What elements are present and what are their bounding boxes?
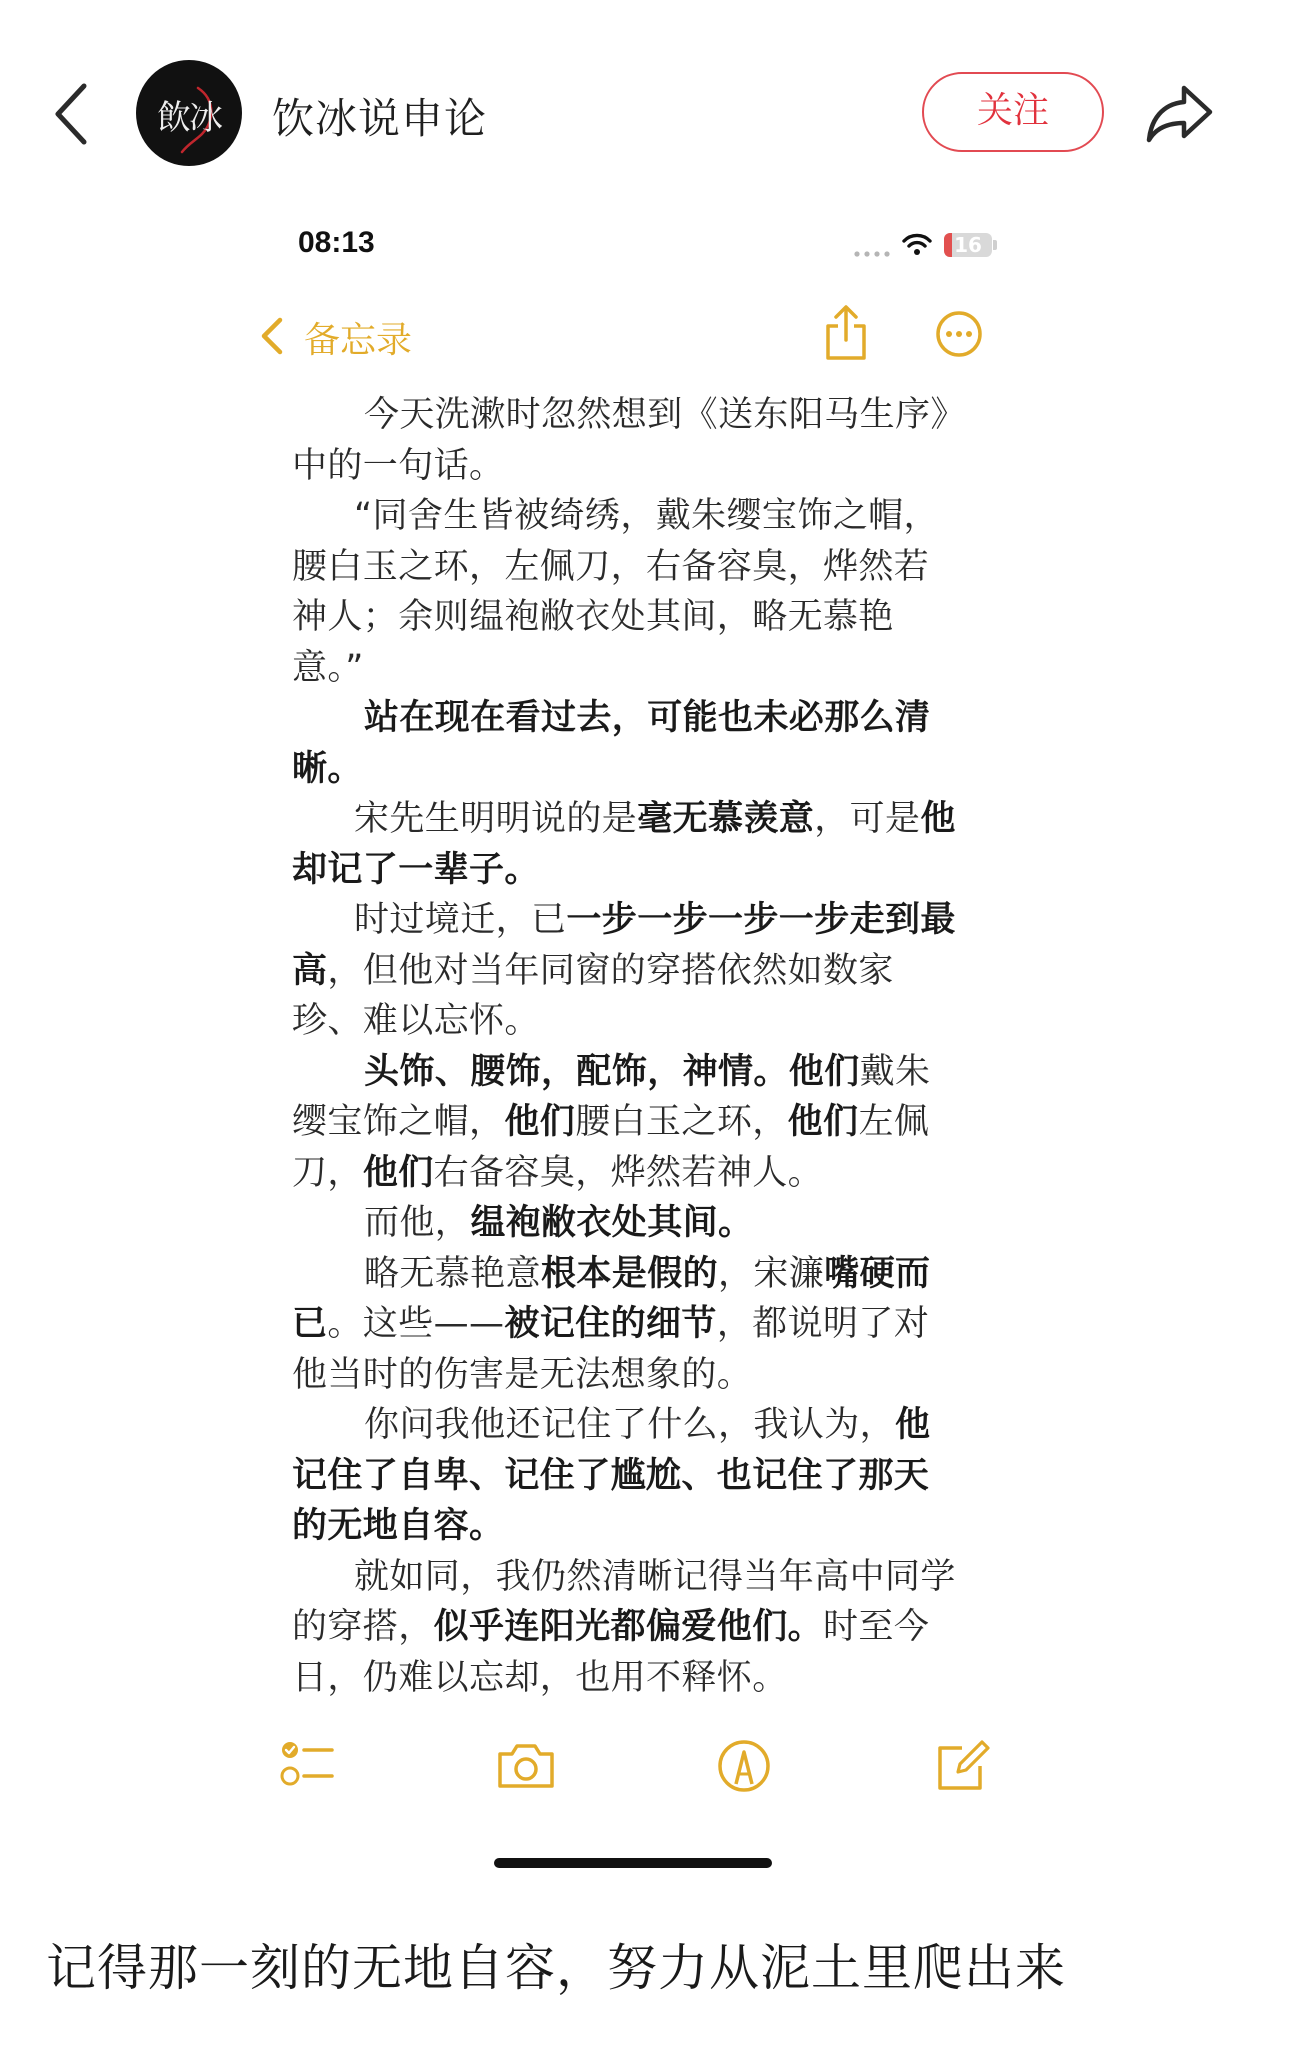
text-run: 。这些—— — [327, 1304, 505, 1344]
new-note-button[interactable] — [932, 1736, 992, 1796]
note-paragraph — [292, 1249, 962, 1401]
markup-button[interactable] — [714, 1736, 774, 1796]
text-run: ，可是 — [814, 799, 921, 839]
back-button[interactable] — [46, 78, 98, 150]
wifi-icon — [902, 232, 932, 256]
text-run: ，都说明了对他当时的伤害是无法想象的。 — [292, 1304, 930, 1395]
battery-level: 16 — [954, 233, 982, 257]
bold-text: 他们 — [362, 1152, 434, 1193]
note-paragraph — [292, 1198, 962, 1249]
follow-button[interactable]: 关注 — [922, 72, 1104, 152]
bold-text: 站在现在看过去，可能也未必那么清晰。 — [292, 698, 931, 789]
text-run: 右备容臭，烨然若神人。 — [433, 1152, 824, 1193]
bold-text: 缊袍敝衣处其间。 — [470, 1203, 754, 1243]
notes-toolbar — [0, 1736, 1290, 1806]
text-run: 腰白玉之环， — [575, 1102, 788, 1142]
chevron-left-icon — [258, 314, 286, 358]
note-paragraph — [292, 1400, 962, 1552]
status-time: 08:13 — [298, 226, 375, 259]
text-run: 宋先生明明说的是 — [354, 799, 638, 839]
more-icon — [935, 310, 983, 358]
text-run: 左佩刀， — [292, 1102, 930, 1193]
bold-text: 一步一步一步一步走到最高 — [292, 900, 956, 991]
bold-text: 被记住的细节 — [504, 1304, 717, 1344]
text-run: ，宋濂 — [718, 1253, 825, 1294]
note-paragraph — [292, 491, 962, 693]
avatar[interactable] — [136, 60, 242, 166]
pen-markup-icon — [714, 1736, 774, 1796]
app-header — [0, 0, 1290, 230]
note-paragraph — [292, 794, 962, 895]
cellular-signal-icon — [853, 250, 891, 258]
note-paragraph — [292, 390, 962, 491]
bold-text: 他记住了自卑、记住了尴尬、也记住了那天的无地自容。 — [292, 1405, 931, 1546]
text-run: 略无慕艳意 — [364, 1253, 542, 1294]
notes-more-button[interactable] — [935, 310, 983, 358]
bold-text: 似乎连阳光都偏爱他们。 — [433, 1607, 824, 1647]
text-run: 时至今日，仍难以忘却，也用不释怀。 — [292, 1607, 930, 1698]
text-run: 时过境迁，已 — [354, 900, 567, 940]
text-run: 就如同，我仍然清晰记得当年高中同学的穿搭， — [292, 1556, 956, 1647]
bold-text: 他们 — [787, 1102, 859, 1142]
text-run: 今天洗漱时忽然想到《送东阳马生序》中的一句话。 — [292, 395, 949, 486]
share-icon — [822, 304, 870, 362]
compose-icon — [932, 1736, 992, 1796]
text-run: ，但他对当年同窗的穿搭依然如数家珍、难以忘怀。 — [292, 950, 894, 1041]
share-arrow-icon — [1144, 80, 1216, 146]
note-body[interactable] — [292, 390, 962, 1703]
text-run: 而他， — [364, 1203, 471, 1243]
chevron-left-icon — [46, 78, 98, 150]
checklist-button[interactable] — [278, 1736, 338, 1796]
note-paragraph — [292, 895, 962, 1047]
bold-text: 毫无慕羡意 — [637, 799, 815, 839]
battery-indicator — [944, 233, 992, 257]
bold-text: 嘴硬而已 — [292, 1253, 931, 1344]
notes-share-button[interactable] — [822, 304, 870, 362]
text-run: “同舍生皆被绮绣，戴朱缨宝饰之帽，腰白玉之环，左佩刀，右备容臭，烨然若神人；余则缊袍敝衣处其间，略无慕艳意。” — [292, 496, 939, 688]
notes-back-label: 备忘录 — [304, 320, 413, 361]
account-name[interactable]: 饮冰说申论 — [272, 94, 488, 143]
battery-tip — [993, 240, 997, 250]
text-run: 戴朱缨宝饰之帽， — [292, 1051, 931, 1142]
camera-icon — [496, 1736, 556, 1796]
checklist-icon — [278, 1736, 338, 1796]
bold-text: 他却记了一辈子。 — [292, 799, 956, 890]
bold-text: 头饰、腰饰，配饰，神情。他们 — [364, 1051, 860, 1092]
home-indicator — [494, 1858, 772, 1868]
camera-button[interactable] — [496, 1736, 556, 1796]
bold-text: 他们 — [504, 1102, 576, 1142]
bold-text: 根本是假的 — [541, 1253, 719, 1294]
note-paragraph — [292, 693, 962, 794]
share-button[interactable] — [1144, 80, 1216, 146]
avatar-text: 飲冰 — [157, 98, 221, 138]
post-caption: 记得那一刻的无地自容，努力从泥土里爬出来 — [46, 1939, 1066, 1997]
note-paragraph — [292, 1047, 962, 1199]
note-paragraph — [292, 1552, 962, 1704]
text-run: 你问我他还记住了什么，我认为， — [364, 1405, 896, 1445]
